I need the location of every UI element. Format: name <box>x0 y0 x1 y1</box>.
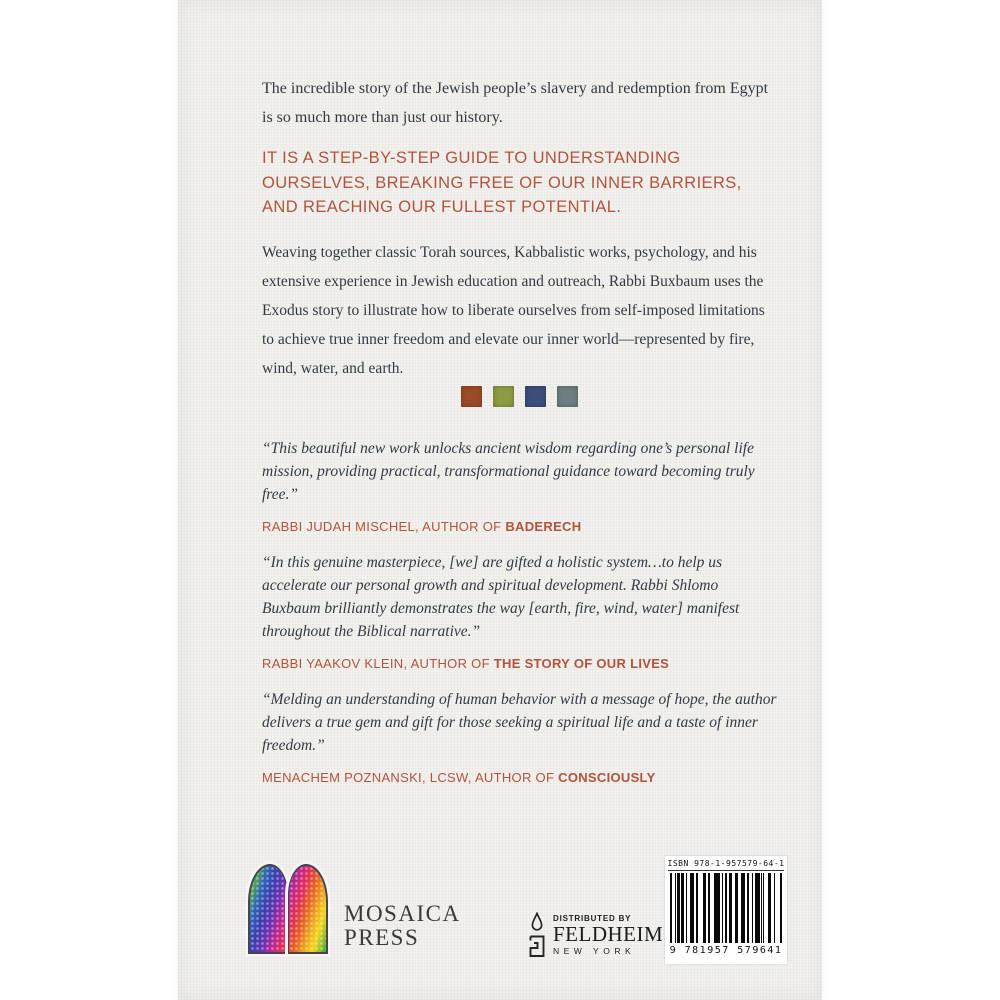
attribution-name: MENACHEM POZNANSKI, LCSW, AUTHOR OF <box>262 770 555 785</box>
distributor-text <box>553 911 663 956</box>
endorsement-quote-2 <box>262 551 777 671</box>
barcode-bars-icon <box>670 873 782 943</box>
headline-line-2: OURSELVES, BREAKING FREE OF OUR INNER BARRIERS, <box>262 173 742 192</box>
publisher-name-line-2: PRESS <box>344 925 420 950</box>
quote-text: “This beautiful new work unlocks ancient wisdom regarding one’s personal life mission, providing practical, transformational guidance toward becoming truly free.” <box>262 440 755 503</box>
attribution-name: RABBI JUDAH MISCHEL, AUTHOR OF <box>262 519 502 534</box>
quote-attribution <box>262 519 777 534</box>
tablet-right <box>288 864 328 954</box>
endorsement-quote-3 <box>262 688 777 785</box>
attribution-name: RABBI YAAKOV KLEIN, AUTHOR OF <box>262 656 490 671</box>
publisher-name <box>344 902 461 950</box>
quote-attribution <box>262 770 777 785</box>
distributor-name: FELDHEIM <box>553 922 664 946</box>
attribution-work-title: BADERECH <box>505 519 582 534</box>
barcode <box>665 856 787 964</box>
attribution-work-title: THE STORY OF OUR LIVES <box>493 656 670 671</box>
book-back-cover <box>178 0 822 1000</box>
headline-line-3: AND REACHING OUR FULLEST POTENTIAL. <box>262 198 622 216</box>
feldheim-lamp-icon <box>527 912 547 958</box>
mosaica-tablets-icon <box>248 864 328 954</box>
element-squares <box>262 386 777 407</box>
quote-attribution <box>262 656 777 671</box>
fire-square-icon <box>461 386 482 407</box>
intro-paragraph: The incredible story of the Jewish people’s slavery and redemption from Egypt is so much more than just our history. <box>262 80 769 126</box>
ean-number: 9 781957 579641 <box>669 945 783 956</box>
wind-square-icon <box>557 386 578 407</box>
distributed-by-label: DISTRIBUTED BY <box>553 914 632 923</box>
tablet-left <box>248 864 288 954</box>
mosaica-press-logo <box>248 864 461 954</box>
water-square-icon <box>525 386 546 407</box>
attribution-work-title: CONSCIOUSLY <box>558 770 656 785</box>
endorsement-quote-1 <box>262 437 777 534</box>
earth-square-icon <box>493 386 514 407</box>
publisher-name-line-1: MOSAICA <box>344 901 461 926</box>
distributor-block <box>527 911 663 958</box>
headline-line-1: IT IS A STEP-BY-STEP GUIDE TO UNDERSTANDING <box>262 149 681 167</box>
distributor-city: NEW YORK <box>553 946 636 956</box>
quote-text: “In this genuine masterpiece, [we] are gifted a holistic system…to help us accelerate our personal growth and spiritual development. Rabbi Shlomo Buxbaum brilliantly demonstrates the way [earth, fire, wind, water] manifest throughout the Biblical narrative.” <box>262 554 740 640</box>
isbn-number: ISBN 978-1-957579-64-1 <box>668 859 785 871</box>
description-paragraph: Weaving together classic Torah sources, Kabbalistic works, psychology, and his extensive experience in Jewish education and outreach, Rabbi Buxbaum uses the Exodus story to illustrate how to liberate ourselves from self-imposed limitations to achieve true inner freedom and elevate our inner world—represented by fire, wind, water, and earth. <box>262 244 765 377</box>
quote-text: “Melding an understanding of human behavior with a message of hope, the author delivers a true gem and gift for those seeking a spiritual life and a taste of inner freedom.” <box>262 691 777 754</box>
headline <box>262 146 777 220</box>
